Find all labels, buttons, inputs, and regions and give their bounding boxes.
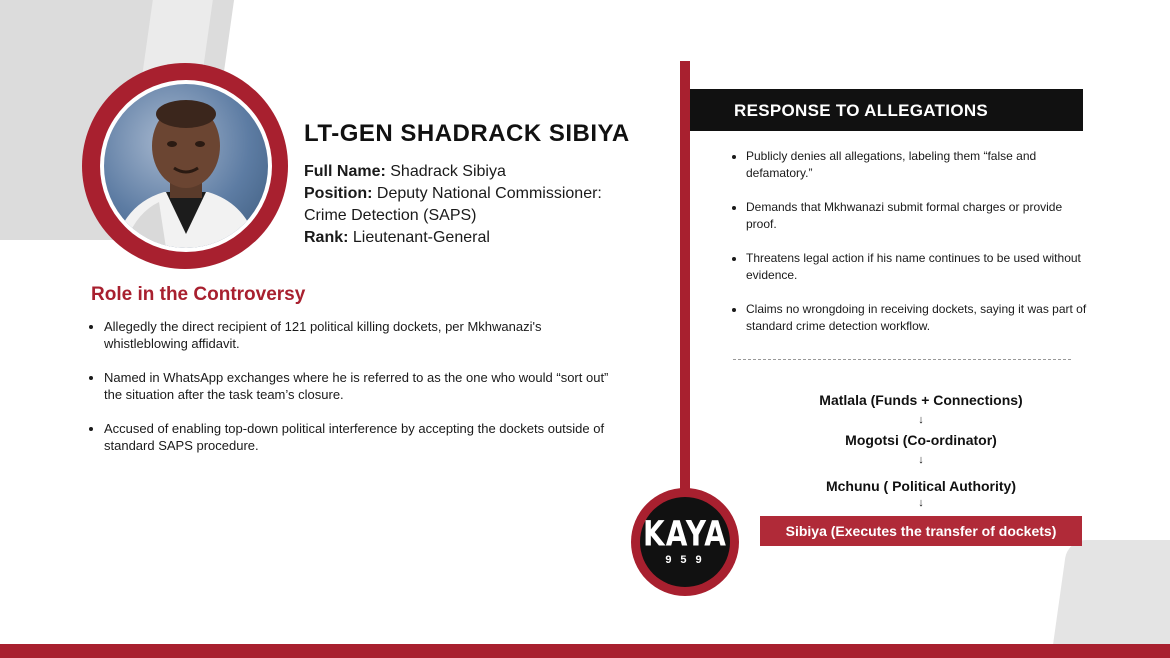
role-list <box>88 318 614 471</box>
vertical-divider <box>680 61 690 501</box>
background-shape-bottom <box>1052 540 1170 650</box>
list-item: • Publicly denies all allegations, labeling them “false and defamatory.” <box>746 148 1091 182</box>
position-row <box>304 183 644 227</box>
list-item: • Allegedly the direct recipient of 121 political killing dockets, per Mkhwanazi's whistleblowing affidavit. <box>104 318 614 352</box>
chain-flow <box>760 390 1082 546</box>
list-item: • Threatens legal action if his name continues to be used without evidence. <box>746 250 1091 284</box>
flow-step: Mogotsi (Co-ordinator) <box>845 432 997 448</box>
dashed-divider <box>733 359 1071 360</box>
position-value: Deputy National Commissioner: Crime Detection (SAPS) <box>304 185 602 224</box>
role-heading: Role in the Controversy <box>91 284 306 305</box>
logo-number: 959 <box>665 554 711 566</box>
rank-label: Rank: <box>304 229 349 246</box>
person-portrait-image <box>104 84 268 248</box>
bottom-accent-bar <box>0 644 1170 658</box>
flow-step: Matlala (Funds + Connections) <box>819 392 1023 408</box>
list-item: • Claims no wrongdoing in receiving dockets, saying it was part of standard crime detection workflow. <box>746 301 1091 335</box>
profile-info <box>304 161 644 249</box>
list-item: • Accused of enabling top-down political interference by accepting the dockets outside of standard SAPS procedure. <box>104 420 614 454</box>
profile-title: LT-GEN SHADRACK SIBIYA <box>304 120 630 147</box>
position-label: Position: <box>304 185 373 202</box>
full-name-value: Shadrack Sibiya <box>390 163 506 180</box>
response-heading: RESPONSE TO ALLEGATIONS <box>734 101 989 120</box>
list-item: • Named in WhatsApp exchanges where he is referred to as the one who would “sort out” the situation after the task team’s closure. <box>104 369 614 403</box>
full-name-row <box>304 161 644 183</box>
down-arrow-icon: ↓ <box>918 454 924 466</box>
flow-step: Mchunu ( Political Authority) <box>825 478 1017 494</box>
station-logo <box>640 497 730 587</box>
rank-value: Lieutenant-General <box>352 229 490 246</box>
full-name-label: Full Name: <box>304 163 386 180</box>
down-arrow-icon: ↓ <box>918 414 924 426</box>
logo-wordmark: KAYA <box>643 512 727 555</box>
list-item: • Demands that Mkhwanazi submit formal charges or provide proof. <box>746 199 1091 233</box>
down-arrow-icon: ↓ <box>918 497 924 509</box>
response-list <box>730 148 1091 352</box>
portrait-photo <box>104 84 268 248</box>
rank-row <box>304 227 644 249</box>
flow-final-step: Sibiya (Executes the transfer of dockets) <box>760 516 1082 546</box>
